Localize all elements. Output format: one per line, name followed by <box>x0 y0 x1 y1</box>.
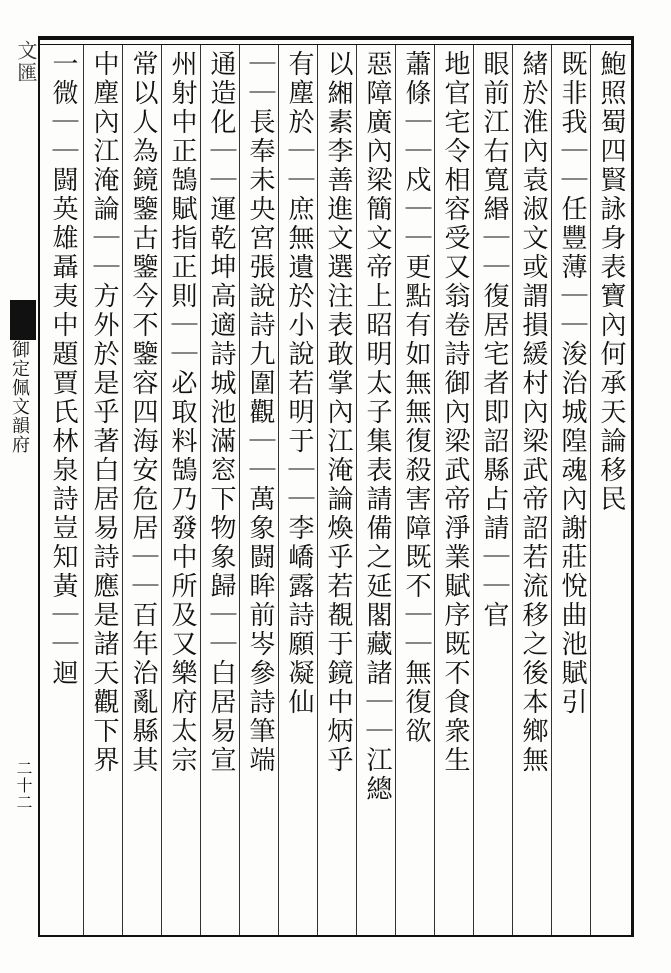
column-rule <box>434 45 435 935</box>
column-rule <box>122 45 123 935</box>
frame-left-border <box>38 36 40 937</box>
margin-header: 文匯 <box>14 40 38 84</box>
text-column-6: 蕭條｜｜戍｜｜更點有如無無復殺害障既不｜｜無復欲 <box>401 50 431 746</box>
text-column-11: 通造化｜｜運乾坤高適詩城池滿窓下物象歸｜｜白居易宣 <box>206 50 236 775</box>
column-rule <box>512 45 513 935</box>
column-rule <box>395 45 396 935</box>
text-column-10: ｜｜長奉未央宮張說詩九圍觀｜｜萬象闘眸前岑參詩筆端 <box>245 50 275 775</box>
column-rule <box>161 45 162 935</box>
text-column-4: 眼前江右寬緡｜｜復居宅者即詔縣占請｜｜官 <box>479 50 509 630</box>
column-rule <box>590 45 591 935</box>
page-number: 二十二 <box>14 760 33 811</box>
text-column-15: 一微｜｜闘英雄聶夷中題賈氏林泉詩豈知黃｜｜迴 <box>48 50 78 688</box>
column-rule <box>356 45 357 935</box>
text-column-3: 緒於淮內袁淑文或謂損緩村內梁武帝詔若流移之後本鄉無 <box>518 50 548 775</box>
frame-top-border <box>38 36 633 40</box>
text-column-1: 鮑照蜀四賢詠身表寶內何承天論移民 <box>596 50 626 514</box>
text-column-14: 中塵內江淹論｜｜方外於是乎著白居易詩應是諸天觀下界 <box>89 50 119 775</box>
column-rule <box>278 45 279 935</box>
fishtail-mark <box>10 300 36 340</box>
column-rule <box>473 45 474 935</box>
text-column-2: 既非我｜｜任豐薄｜｜浚治城隍魂內謝莊悅曲池賦引 <box>557 50 587 717</box>
column-rule <box>317 45 318 935</box>
frame-right-border <box>631 36 634 937</box>
column-rule <box>200 45 201 935</box>
book-margin <box>4 0 36 973</box>
text-column-9: 有塵於｜｜庶無遺於小說若明于｜｜李嶠露詩願凝仙 <box>284 50 314 717</box>
column-rule <box>239 45 240 935</box>
text-column-8: 以緗素李善進文選注表敢掌內江淹論煥乎若覩于鏡中炳乎 <box>323 50 353 775</box>
column-rule <box>551 45 552 935</box>
text-column-7: 惡障廣內梁簡文帝上昭明太子集表請備之延閣藏諸｜｜江總 <box>362 50 392 804</box>
column-rule <box>83 45 84 935</box>
frame-bottom-border <box>38 935 633 937</box>
book-title: 御定佩文韻府 <box>9 340 30 454</box>
text-column-12: 州射中正鵠賦指正則｜｜必取料鵠乃發中所及又樂府太宗 <box>167 50 197 775</box>
frame-top-inner-border <box>38 44 633 45</box>
text-column-5: 地官宅令相容受又翁卷詩御內梁武帝淨業賦序既不食衆生 <box>440 50 470 775</box>
text-column-13: 常以人為鏡鑒古鑒今不鑒容四海安危居｜｜百年治亂縣其 <box>128 50 158 775</box>
